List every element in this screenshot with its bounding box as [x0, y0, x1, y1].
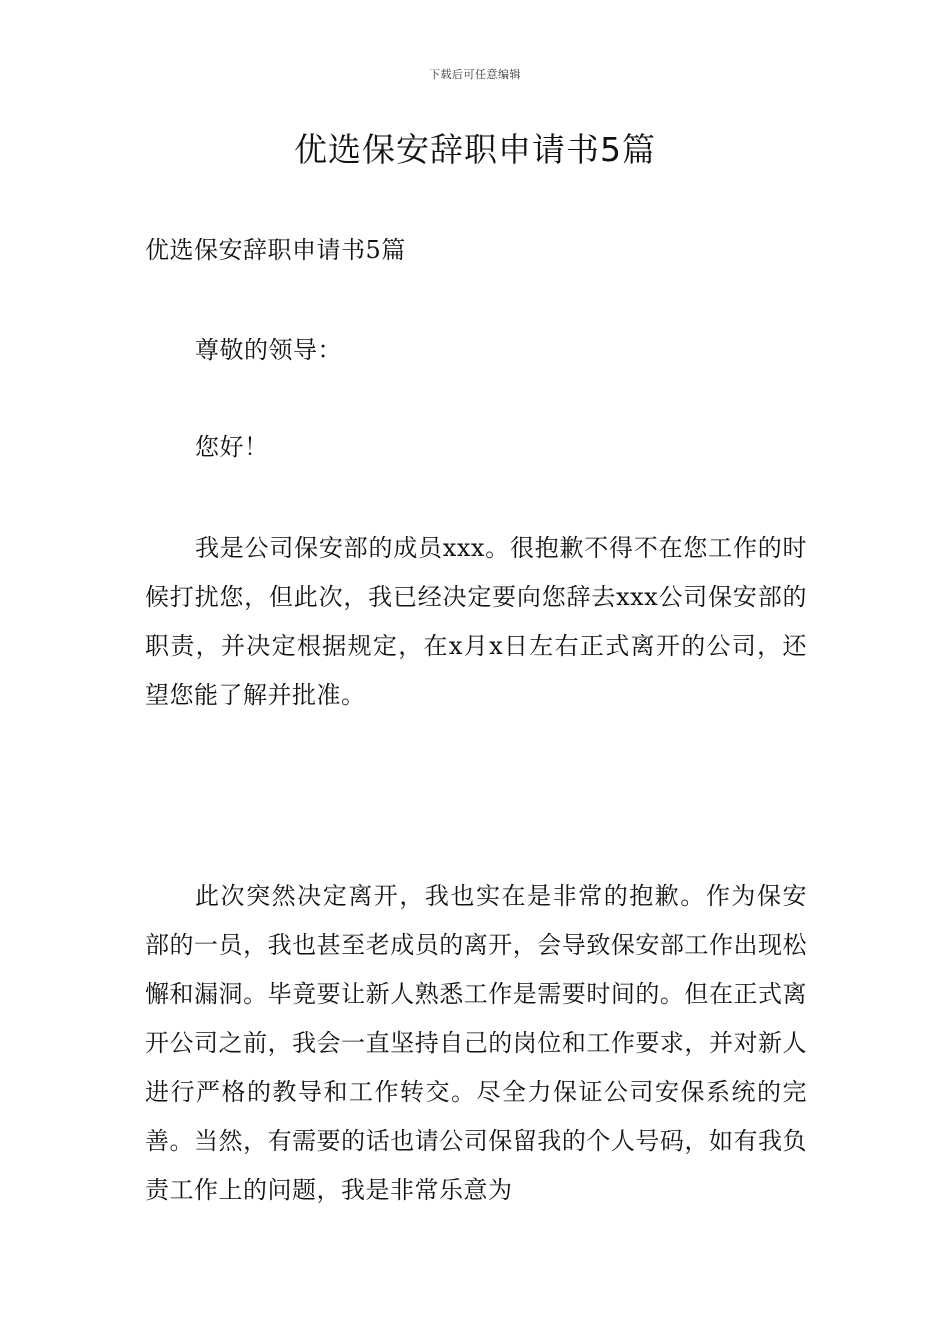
paragraph-2: 此次突然决定离开，我也实在是非常的抱歉。作为保安部的一员，我也甚至老成员的离开，会导致保安部工作出现松懈和漏洞。毕竟要让新人熟悉工作是需要时间的。但在正式离开公司之前，我会一直坚持自己的岗位和工作要求，并对新人进行严格的教导和工作转交。尽全力保证公司安保系统的完善。当然，有需要的话也请公司保留我的个人号码，如有我负责工作上的问题，我是非常乐意为	[145, 882, 807, 1204]
paragraph-1: 我是公司保安部的成员xxx。很抱歉不得不在您工作的时候打扰您，但此次，我已经决定要向您辞去xxx公司保安部的职责，并决定根据规定，在x月x日左右正式离开的公司，还望您能了解并批准。	[145, 534, 807, 709]
salutation: 尊敬的领导：	[195, 336, 342, 364]
document-subtitle: 优选保安辞职申请书5篇	[145, 236, 406, 264]
header-note: 下载后可任意编辑	[429, 68, 521, 81]
document-title: 优选保安辞职申请书5篇	[294, 130, 656, 169]
greeting: 您好！	[195, 433, 269, 461]
